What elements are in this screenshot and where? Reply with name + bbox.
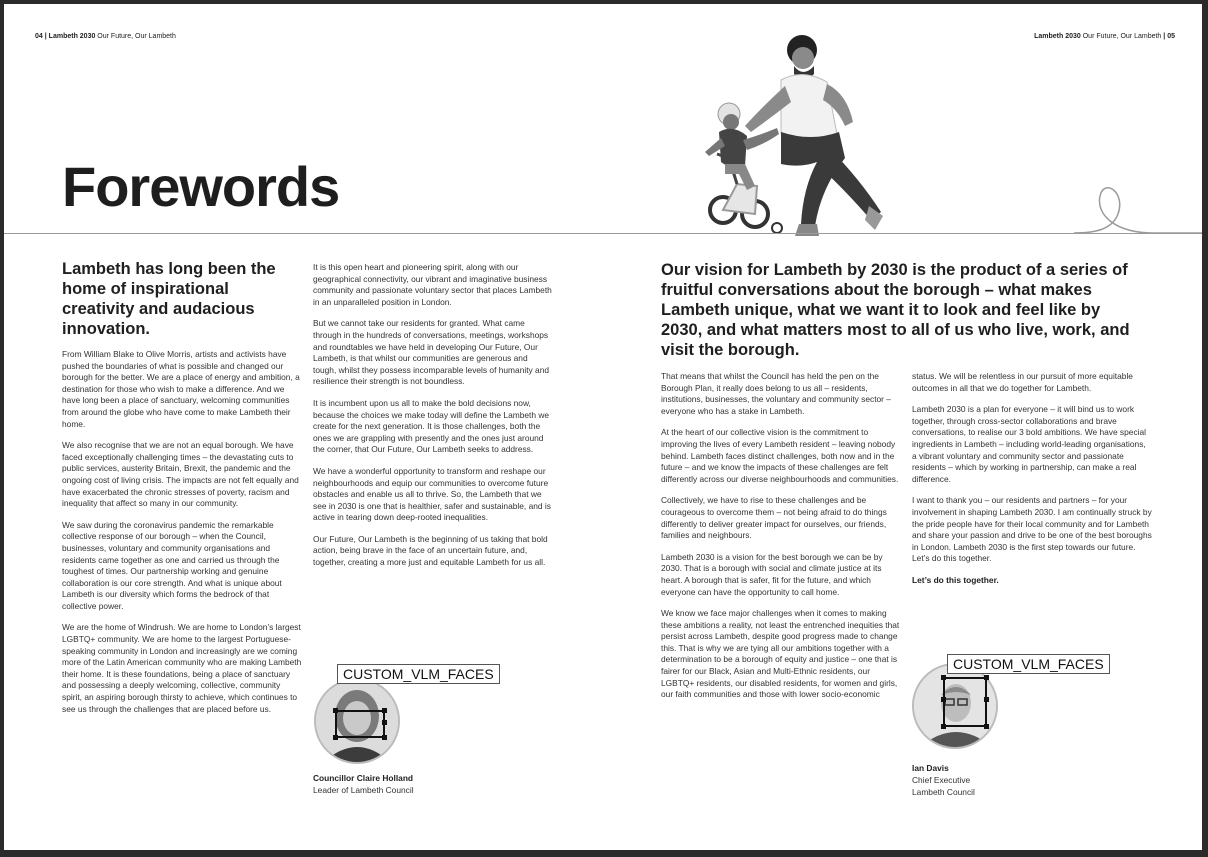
- signature-block-right: [912, 762, 975, 798]
- signatory-role: Leader of Lambeth Council: [313, 785, 414, 795]
- paragraph: We have a wonderful opportunity to transform and reshape our neighbourhoods and equip our communities to overcome future obstacles and enable us all to thrive. So, the Lambeth that we see in 2030 is one that is healthier, safer and sustainable, and is active in tearing down deep-rooted inequalities.: [313, 465, 551, 523]
- left-page-number: 04: [35, 33, 43, 40]
- face-detection-label: CUSTOM_VLM_FACES: [947, 654, 1110, 674]
- left-column-1: [62, 349, 302, 725]
- father-child-bike-illustration: [689, 28, 904, 238]
- closing-line: Let’s do this together.: [912, 574, 999, 585]
- paragraph: At the heart of our collective vision is the commitment to improving the lives of every Lambeth resident – leaving nobody behind. Lambeth faces distinct challenges, both now and in the future – and we know the impacts of these challenges are felt differently across our diverse neighbourhoods and communities.: [661, 427, 899, 484]
- paragraph: Collectively, we have to rise to these challenges and be courageous to overcome them – not being afraid to do things differently to deliver greater impact for ourselves, our friends, families and neighbours.: [661, 495, 887, 541]
- paragraph: I want to thank you – our residents and partners – for your involvement in shaping Lambeth 2030. I am continually struck by the pride people have for their local community and for Lambeth and share your passion and drive to be one of the best boroughs in London. Lambeth 2030 is the first step towards our future. Let’s do this together.: [912, 495, 1152, 564]
- signature-block-left: [313, 772, 414, 796]
- left-page-header: 04 | Lambeth 2030 Our Future, Our Lambeth: [35, 33, 176, 40]
- left-header-subtitle: Our Future, Our Lambeth: [95, 33, 176, 40]
- right-lead-statement: Our vision for Lambeth by 2030 is the product of a series of fruitful conversations about the borough – what makes Lambeth unique, what we want it to look and feel like by 2030, and what matters most to all of us who live, work, and visit the borough.: [661, 261, 1130, 359]
- paragraph: It is incumbent upon us all to make the bold decisions now, because the choices we make today will define the Lambeth we create for the next generation. It is those challenges, both the ones we are grappling with presently and the ones just around the corner, that Our Future, Our Lambeth seeks to address.: [313, 397, 550, 455]
- paragraph: Our Future, Our Lambeth is the beginning of us taking that bold action, being brave in the face of an uncertain future, and, together, creating a more just and equitable Lambeth for us all.: [313, 533, 548, 568]
- right-header-subtitle: Our Future, Our Lambeth: [1080, 33, 1162, 40]
- left-lead-statement: Lambeth has long been the home of inspirational creativity and audacious innovation.: [62, 260, 276, 338]
- right-page-header: Lambeth 2030 Our Future, Our Lambeth | 05: [1034, 33, 1175, 40]
- paragraph: It is this open heart and pioneering spirit, along with our geographical connectivity, our vibrant and imaginative business community and passionate voluntary sector that places Lambeth in an unparalleled position in London.: [313, 262, 552, 307]
- right-page-number: 05: [1167, 33, 1175, 40]
- face-detection-label: CUSTOM_VLM_FACES: [337, 664, 500, 684]
- right-column-2: [912, 371, 1152, 597]
- paragraph: We know we face major challenges when it comes to making these ambitions a reality, not least the entrenched inequities that persist across Lambeth, despite good progress made to change this. That is why we are tying all our ambitions together with a determination to be a borough of equity and justice – one that is fairer for our Black, Asian and Multi-Ethnic residents, our LGBTQ+ residents, our disabled residents, for women and girls, our faith communities and those with lower socio-economic: [661, 608, 900, 700]
- left-column-2: [313, 262, 553, 579]
- document-spread: [4, 4, 1202, 850]
- paragraph: Lambeth 2030 is a plan for everyone – it will bind us to work together, through cross-sector collaborations and brave conversations, to realise our 3 bold ambitions. We have special ingredients in Lambeth – including world-leading organisations, a vibrant voluntary and community sector and passionate residents – which by working in partnership, can make a real difference.: [912, 404, 1147, 484]
- paragraph: status. We will be relentless in our pursuit of more equitable outcomes in all that we do together for Lambeth.: [912, 371, 1133, 393]
- signatory-name: Ian Davis: [912, 763, 949, 773]
- face-bounding-box: [943, 677, 987, 727]
- horizontal-rule: [4, 233, 1202, 234]
- paragraph: From William Blake to Olive Morris, artists and activists have pushed the boundaries of what is possible and changed our borough for the better. We are a place of energy and ambition, a destination for those who wish to make a difference. And we have long been a place of sanctuary, welcoming communities from around the globe who have come to make Lambeth their home.: [62, 349, 300, 429]
- page-title: Forewords: [62, 155, 340, 218]
- signatory-organisation: Lambeth Council: [912, 787, 975, 797]
- right-column-1: [661, 371, 901, 711]
- signatory-role: Chief Executive: [912, 775, 971, 785]
- signatory-name: Councillor Claire Holland: [313, 773, 414, 783]
- paragraph: But we cannot take our residents for granted. What came through in the hundreds of conversations, meetings, workshops and roundtables we have held in developing Our Future, Our Lambeth, is that whilst our communities are generous and tough, whilst they possess incomparable levels of humanity and resilience their strength is not boundless.: [313, 318, 550, 387]
- face-bounding-box: [335, 710, 385, 738]
- paragraph: We also recognise that we are not an equal borough. We have faced exceptionally challenging times – the devastating cuts to public services, austerity Britain, Brexit, the pandemic and the ongoing cost of living crisis. The impacts are not felt equally and have exacerbated the chronic stresses of poverty, racism and inequality that affect so many in our community.: [62, 440, 299, 509]
- paragraph: That means that whilst the Council has held the pen on the Borough Plan, it really does belong to us all – residents, institutions, businesses, the voluntary and community sector – everyone who has a stake in Lambeth.: [661, 371, 891, 416]
- paragraph: We saw during the coronavirus pandemic the remarkable collective response of our borough – when the Council, businesses, voluntary and community organisations and residents came together as one and carried us through the toughest of times. Our partnership working and genuine collaboration is our core strength. And what is unique about Lambeth is our diversity which forms the bedrock of that collective power.: [62, 519, 282, 611]
- paragraph: We are the home of Windrush. We are home to London’s largest LGBTQ+ community. We are home to the largest Portuguese-speaking community in London and increasingly are we coming more of the Latin American community who are making Lambeth their home. It is these foundations, being a place of sanctuary and possessing a deeply welcoming, collective, community spirit, an aspiring borough thirsty to achieve, which continues to see us through the challenges that are placed before us.: [62, 622, 302, 714]
- paragraph: Lambeth 2030 is a vision for the best borough we can be by 2030. That is a borough with social and climate justice at its heart. A borough that is safer, fit for the future, and which everyone can have the opportunity to call home.: [661, 551, 883, 597]
- left-header-brand: Lambeth 2030: [48, 33, 96, 40]
- right-header-brand: Lambeth 2030: [1034, 33, 1081, 40]
